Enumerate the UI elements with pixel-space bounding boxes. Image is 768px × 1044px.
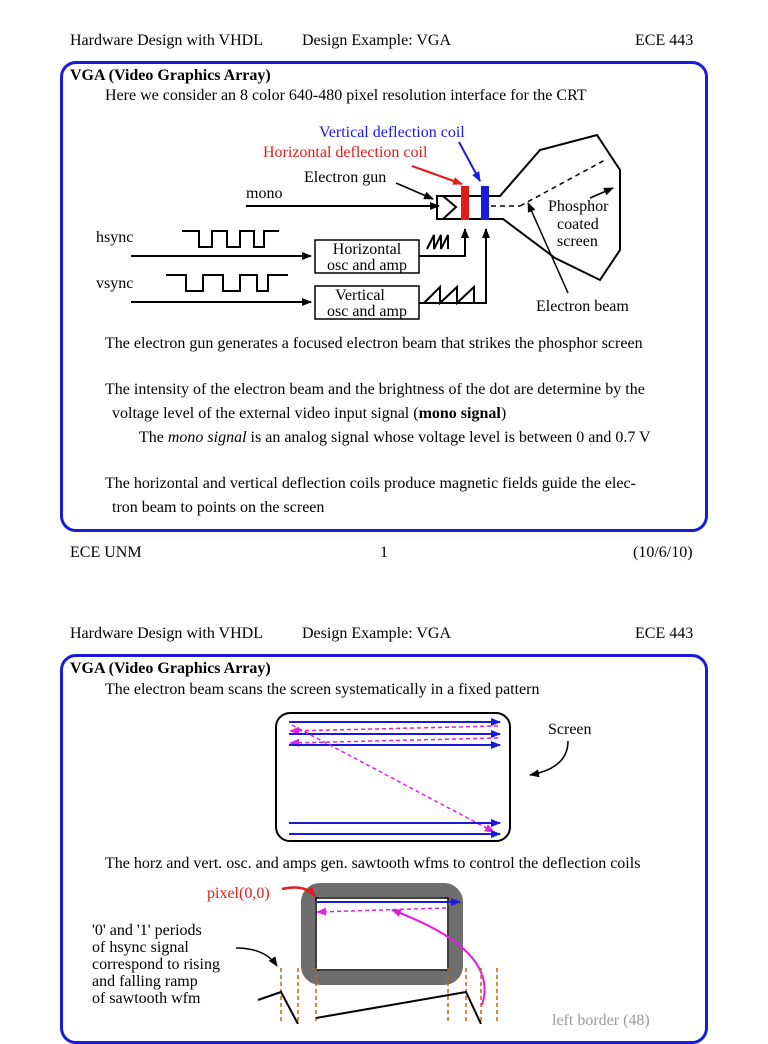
horz-osc-text-1: Horizontal xyxy=(332,241,402,258)
slide-title: VGA (Video Graphics Array) xyxy=(70,67,271,84)
phosphor-label-3: screen xyxy=(557,233,598,250)
header-left-2: Hardware Design with VHDL xyxy=(70,625,263,642)
footer-center: 1 xyxy=(380,544,388,561)
paragraph-intensity-a: The intensity of the electron beam and the brightness of the dot are determine by the xyxy=(105,381,645,398)
vertical-coil xyxy=(481,186,489,220)
note-line: of hsync signal xyxy=(92,939,189,956)
vert-sawtooth-small xyxy=(424,287,474,303)
electron-beam-label: Electron beam xyxy=(536,298,629,315)
horz-sawtooth-small xyxy=(427,235,448,249)
intensity-b-pre: voltage level of the external video input signal ( xyxy=(112,405,419,422)
horz-coil-arrow xyxy=(412,166,462,184)
header-center: Design Example: VGA xyxy=(302,32,452,49)
note-line: of sawtooth wfm xyxy=(92,990,201,1007)
electron-gun-label: Electron gun xyxy=(304,169,387,186)
horizontal-coil xyxy=(461,186,469,220)
hsync-label: hsync xyxy=(96,229,134,246)
gun-pointer-arrow xyxy=(396,183,433,199)
vsync-label: vsync xyxy=(96,275,134,292)
hsync-note xyxy=(92,922,220,1007)
paragraph-sawtooth: The horz and vert. osc. and amps gen. sawtooth wfms to control the deflection coils xyxy=(105,855,641,872)
note-line: '0' and '1' periods xyxy=(92,922,202,939)
note-line: and falling ramp xyxy=(92,973,198,990)
header-right-2: ECE 443 xyxy=(635,625,694,642)
phosphor-label-2: coated xyxy=(557,216,599,233)
vert-osc-text-1: Vertical xyxy=(335,287,385,304)
horz-coil-label: Horizontal deflection coil xyxy=(263,144,428,161)
slide-title-2: VGA (Video Graphics Array) xyxy=(70,660,271,677)
intensity-b-post: ) xyxy=(500,405,507,422)
paragraph-coils-b: tron beam to points on the screen xyxy=(112,499,325,516)
vert-osc-text-2: osc and amp xyxy=(327,303,407,320)
phosphor-arrow xyxy=(590,188,613,198)
footer-right: (10/6/10) xyxy=(633,544,693,561)
phosphor-label-1: Phosphor xyxy=(548,198,609,215)
header-left: Hardware Design with VHDL xyxy=(70,32,263,49)
screen-label: Screen xyxy=(548,721,592,738)
mono-label: mono xyxy=(246,185,283,202)
paragraph-coils-a: The horizontal and vertical deflection coils produce magnetic fields guide the elec- xyxy=(105,475,636,492)
intensity-b-bold: mono signal xyxy=(418,405,501,422)
header-right: ECE 443 xyxy=(635,32,694,49)
paragraph-mono xyxy=(139,429,651,447)
note-line: correspond to rising xyxy=(92,956,220,973)
paragraph-electron-gun: The electron gun generates a focused electron beam that strikes the phosphor screen xyxy=(105,335,643,352)
intro-text: Here we consider an 8 color 640-480 pixel resolution interface for the CRT xyxy=(105,87,587,104)
mono-post: is an analog signal whose voltage level is between 0 and 0.7 V xyxy=(246,429,651,446)
mono-pre: The xyxy=(139,429,168,446)
mono-ital: mono signal xyxy=(167,429,247,446)
footer-left: ECE UNM xyxy=(70,544,142,561)
pixel-label: pixel(0,0) xyxy=(207,885,270,902)
horz-osc-text-2: osc and amp xyxy=(327,257,407,274)
vert-coil-arrow xyxy=(459,142,480,181)
vert-coil-label: Vertical deflection coil xyxy=(319,124,465,141)
left-border-label: left border (48) xyxy=(552,1012,650,1029)
header-center-2: Design Example: VGA xyxy=(302,625,452,642)
gun-chevron xyxy=(443,196,456,219)
hsync-waveform xyxy=(182,231,279,247)
vsync-waveform xyxy=(166,275,288,291)
paragraph-intensity-b xyxy=(112,405,506,423)
intro-text-2: The electron beam scans the screen systematically in a fixed pattern xyxy=(105,681,540,698)
